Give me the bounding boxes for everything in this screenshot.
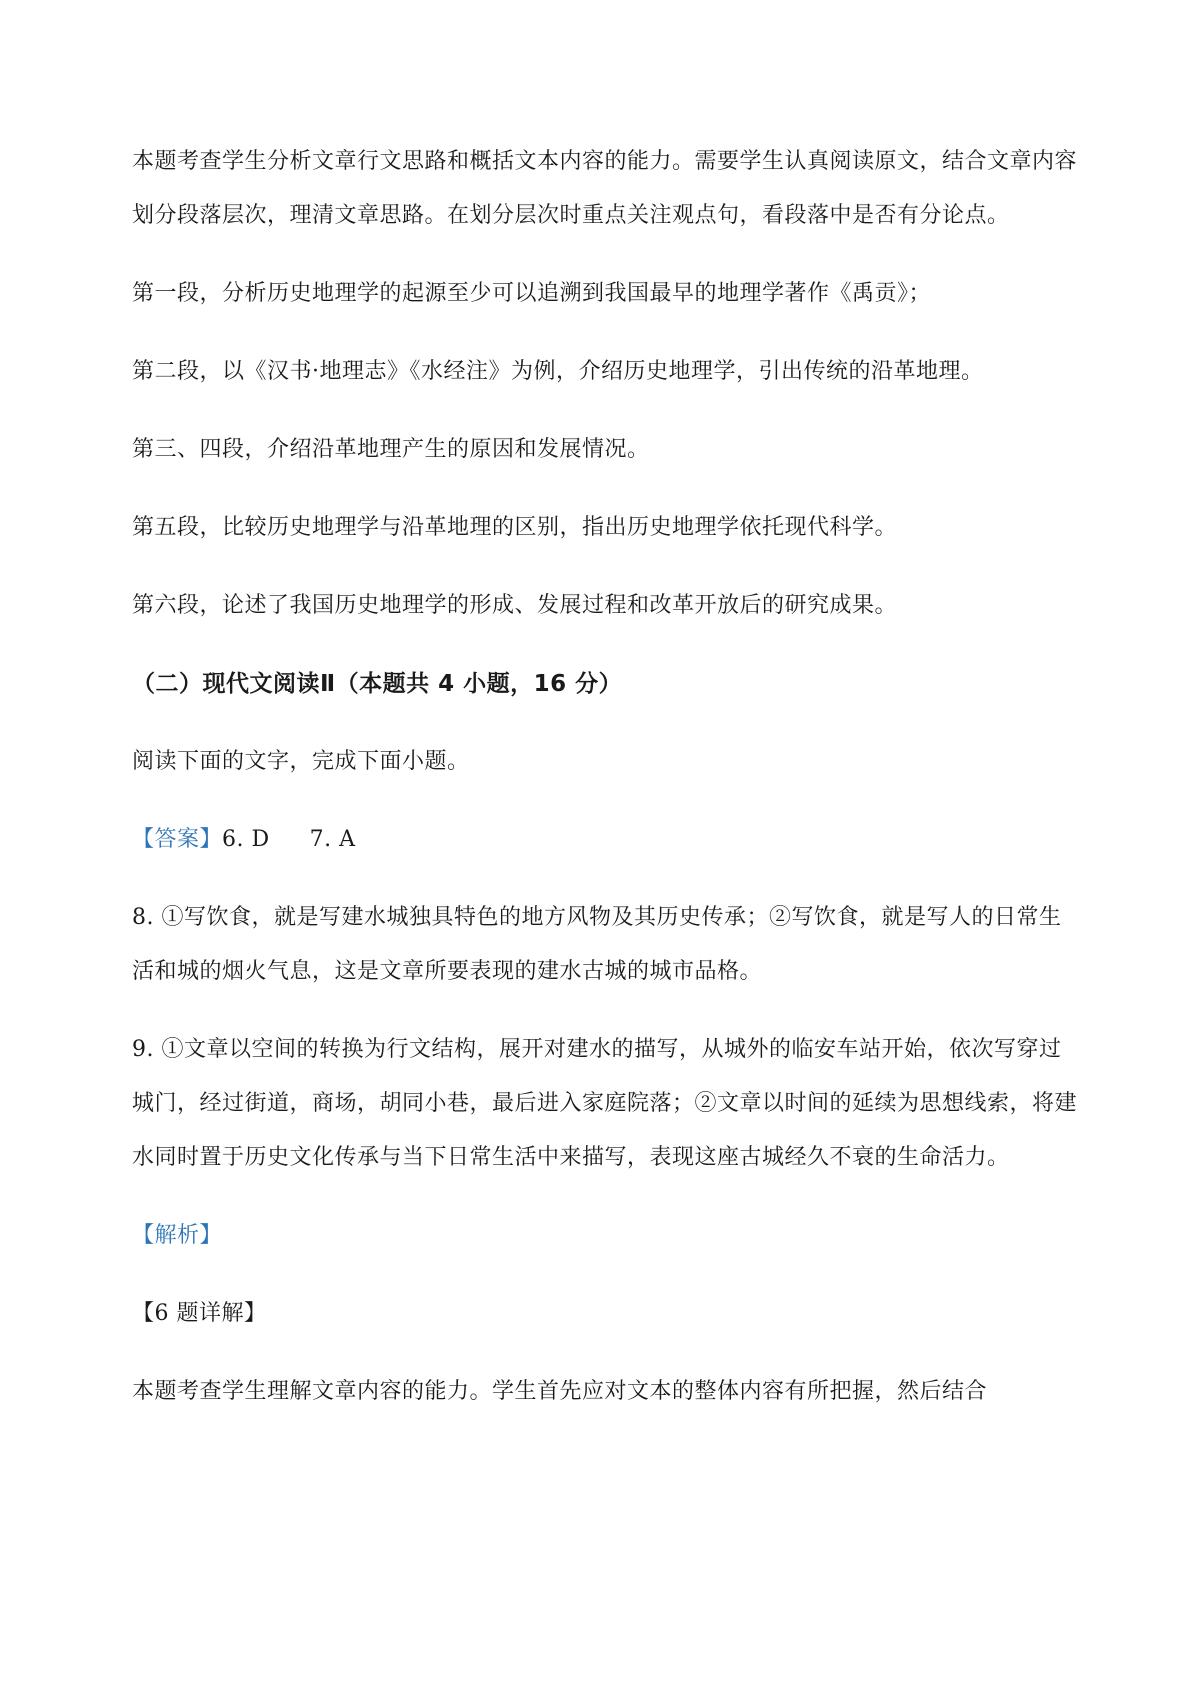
answer-line (132, 813, 1082, 867)
segment-2: 第二段，以《汉书·地理志》《水经注》为例，介绍历史地理学，引出传统的沿革地理。 (132, 359, 984, 384)
answer-q8: 8. ①写饮食，就是写建水城独具特色的地方风物及其历史传承；②写饮食，就是写人的日常生活和城的烟火气息，这是文章所要表现的建水古城的城市品格。 (132, 905, 1062, 984)
document-page (132, 135, 1082, 1419)
answer-q7: 7. A (309, 827, 356, 852)
answer-q9: 9. ①文章以空间的转换为行文结构，展开对建水的描写，从城外的临安车站开始，依次写穿过城门，经过街道，商场，胡同小巷，最后进入家庭院落；②文章以时间的延续为思想线索，将建水同时置于历史文化传承与当下日常生活中来描写，表现这座古城经久不衰的生命活力。 (132, 1037, 1078, 1170)
segment-3: 第三、四段，介绍沿革地理产生的原因和发展情况。 (132, 437, 650, 462)
instruction-text: 阅读下面的文字，完成下面小题。 (132, 749, 470, 774)
analysis-tag: 【解析】 (132, 1223, 223, 1248)
segment-4: 第五段，比较历史地理学与沿革地理的区别，指出历史地理学依托现代科学。 (132, 515, 898, 540)
section-heading: （二）现代文阅读Ⅱ（本题共 4 小题，16 分） (132, 671, 623, 697)
q6-detail-tag: 【6 题详解】 (132, 1301, 267, 1326)
q6-detail-text: 本题考查学生理解文章内容的能力。学生首先应对文本的整体内容有所把握，然后结合 (132, 1379, 988, 1404)
answer-q6: 6. D (222, 827, 270, 852)
answer-tag: 【答案】 (132, 827, 223, 852)
intro-paragraph: 本题考查学生分析文章行文思路和概括文本内容的能力。需要学生认真阅读原文，结合文章内容划分段落层次，理清文章思路。在划分层次时重点关注观点句，看段落中是否有分论点。 (132, 149, 1078, 228)
segment-5: 第六段，论述了我国历史地理学的形成、发展过程和改革开放后的研究成果。 (132, 593, 898, 618)
segment-1: 第一段，分析历史地理学的起源至少可以追溯到我国最早的地理学著作《禹贡》； (132, 281, 932, 306)
